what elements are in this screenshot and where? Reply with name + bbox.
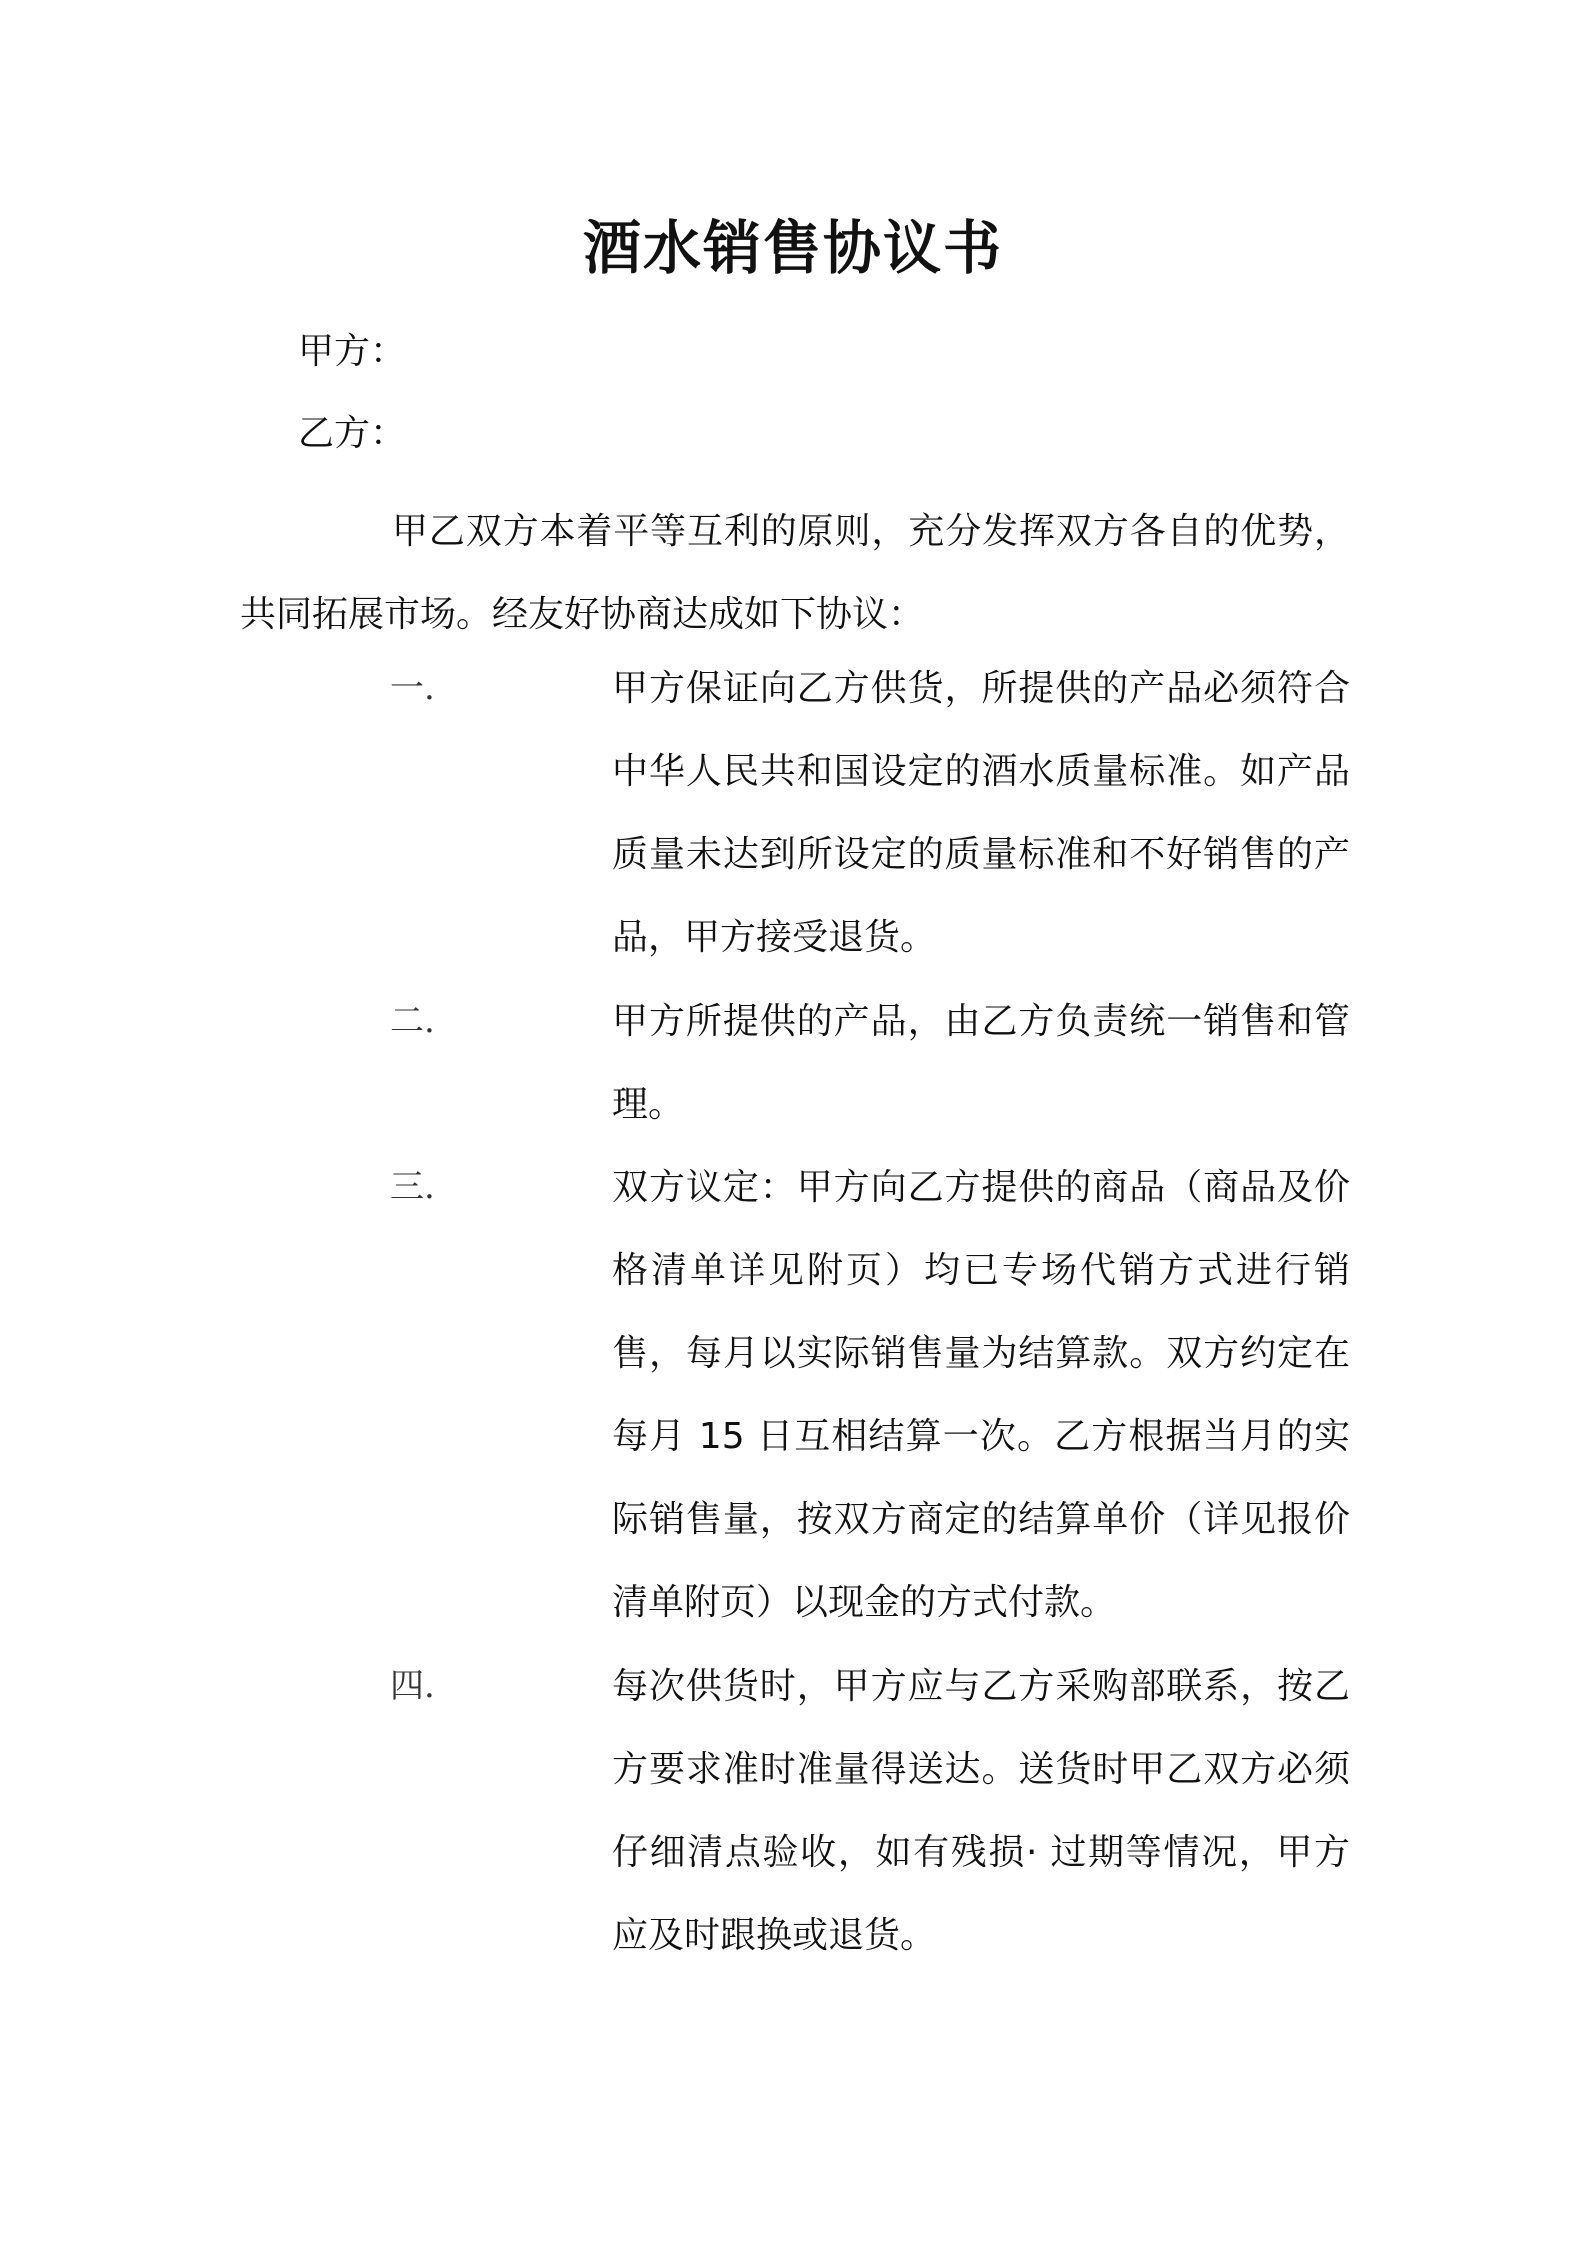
clause-text: 甲方保证向乙方供货，所提供的产品必须符合中华人民共和国设定的酒水质量标准。如产品质量未达到所设定的质量标准和不好销售的产品，甲方接受退货。 — [612, 668, 1350, 958]
intro-paragraph: 甲乙双方本着平等互利的原则，充分发挥双方各自的优势，共同拓展市场。经友好协商达成如下协议： — [240, 511, 1350, 635]
party-a-label: 甲方： — [298, 331, 407, 372]
clause-number: 四. — [390, 1666, 435, 1706]
clause-number: 一. — [390, 668, 435, 708]
clause-number: 二. — [390, 1001, 435, 1041]
party-b-label: 乙方： — [298, 413, 407, 454]
clause-number: 三. — [390, 1167, 435, 1207]
clause-text: 每次供货时，甲方应与乙方采购部联系，按乙方要求准时准量得送达。送货时甲乙双方必须仔细清点验收，如有残损· 过期等情况，甲方应及时跟换或退货。 — [612, 1666, 1350, 1956]
clause-text: 甲方所提供的产品，由乙方负责统一销售和管理。 — [612, 1001, 1350, 1125]
document-title: 酒水销售协议书 — [582, 214, 1003, 282]
clause-text: 双方议定：甲方向乙方提供的商品（商品及价格清单详见附页）均已专场代销方式进行销售，每月以实际销售量为结算款。双方约定在每月 15 日互相结算一次。乙方根据当月的实际销售量，按双方商定的结算单价（详见报价清单附页）以现金的方式付款。 — [612, 1167, 1350, 1623]
